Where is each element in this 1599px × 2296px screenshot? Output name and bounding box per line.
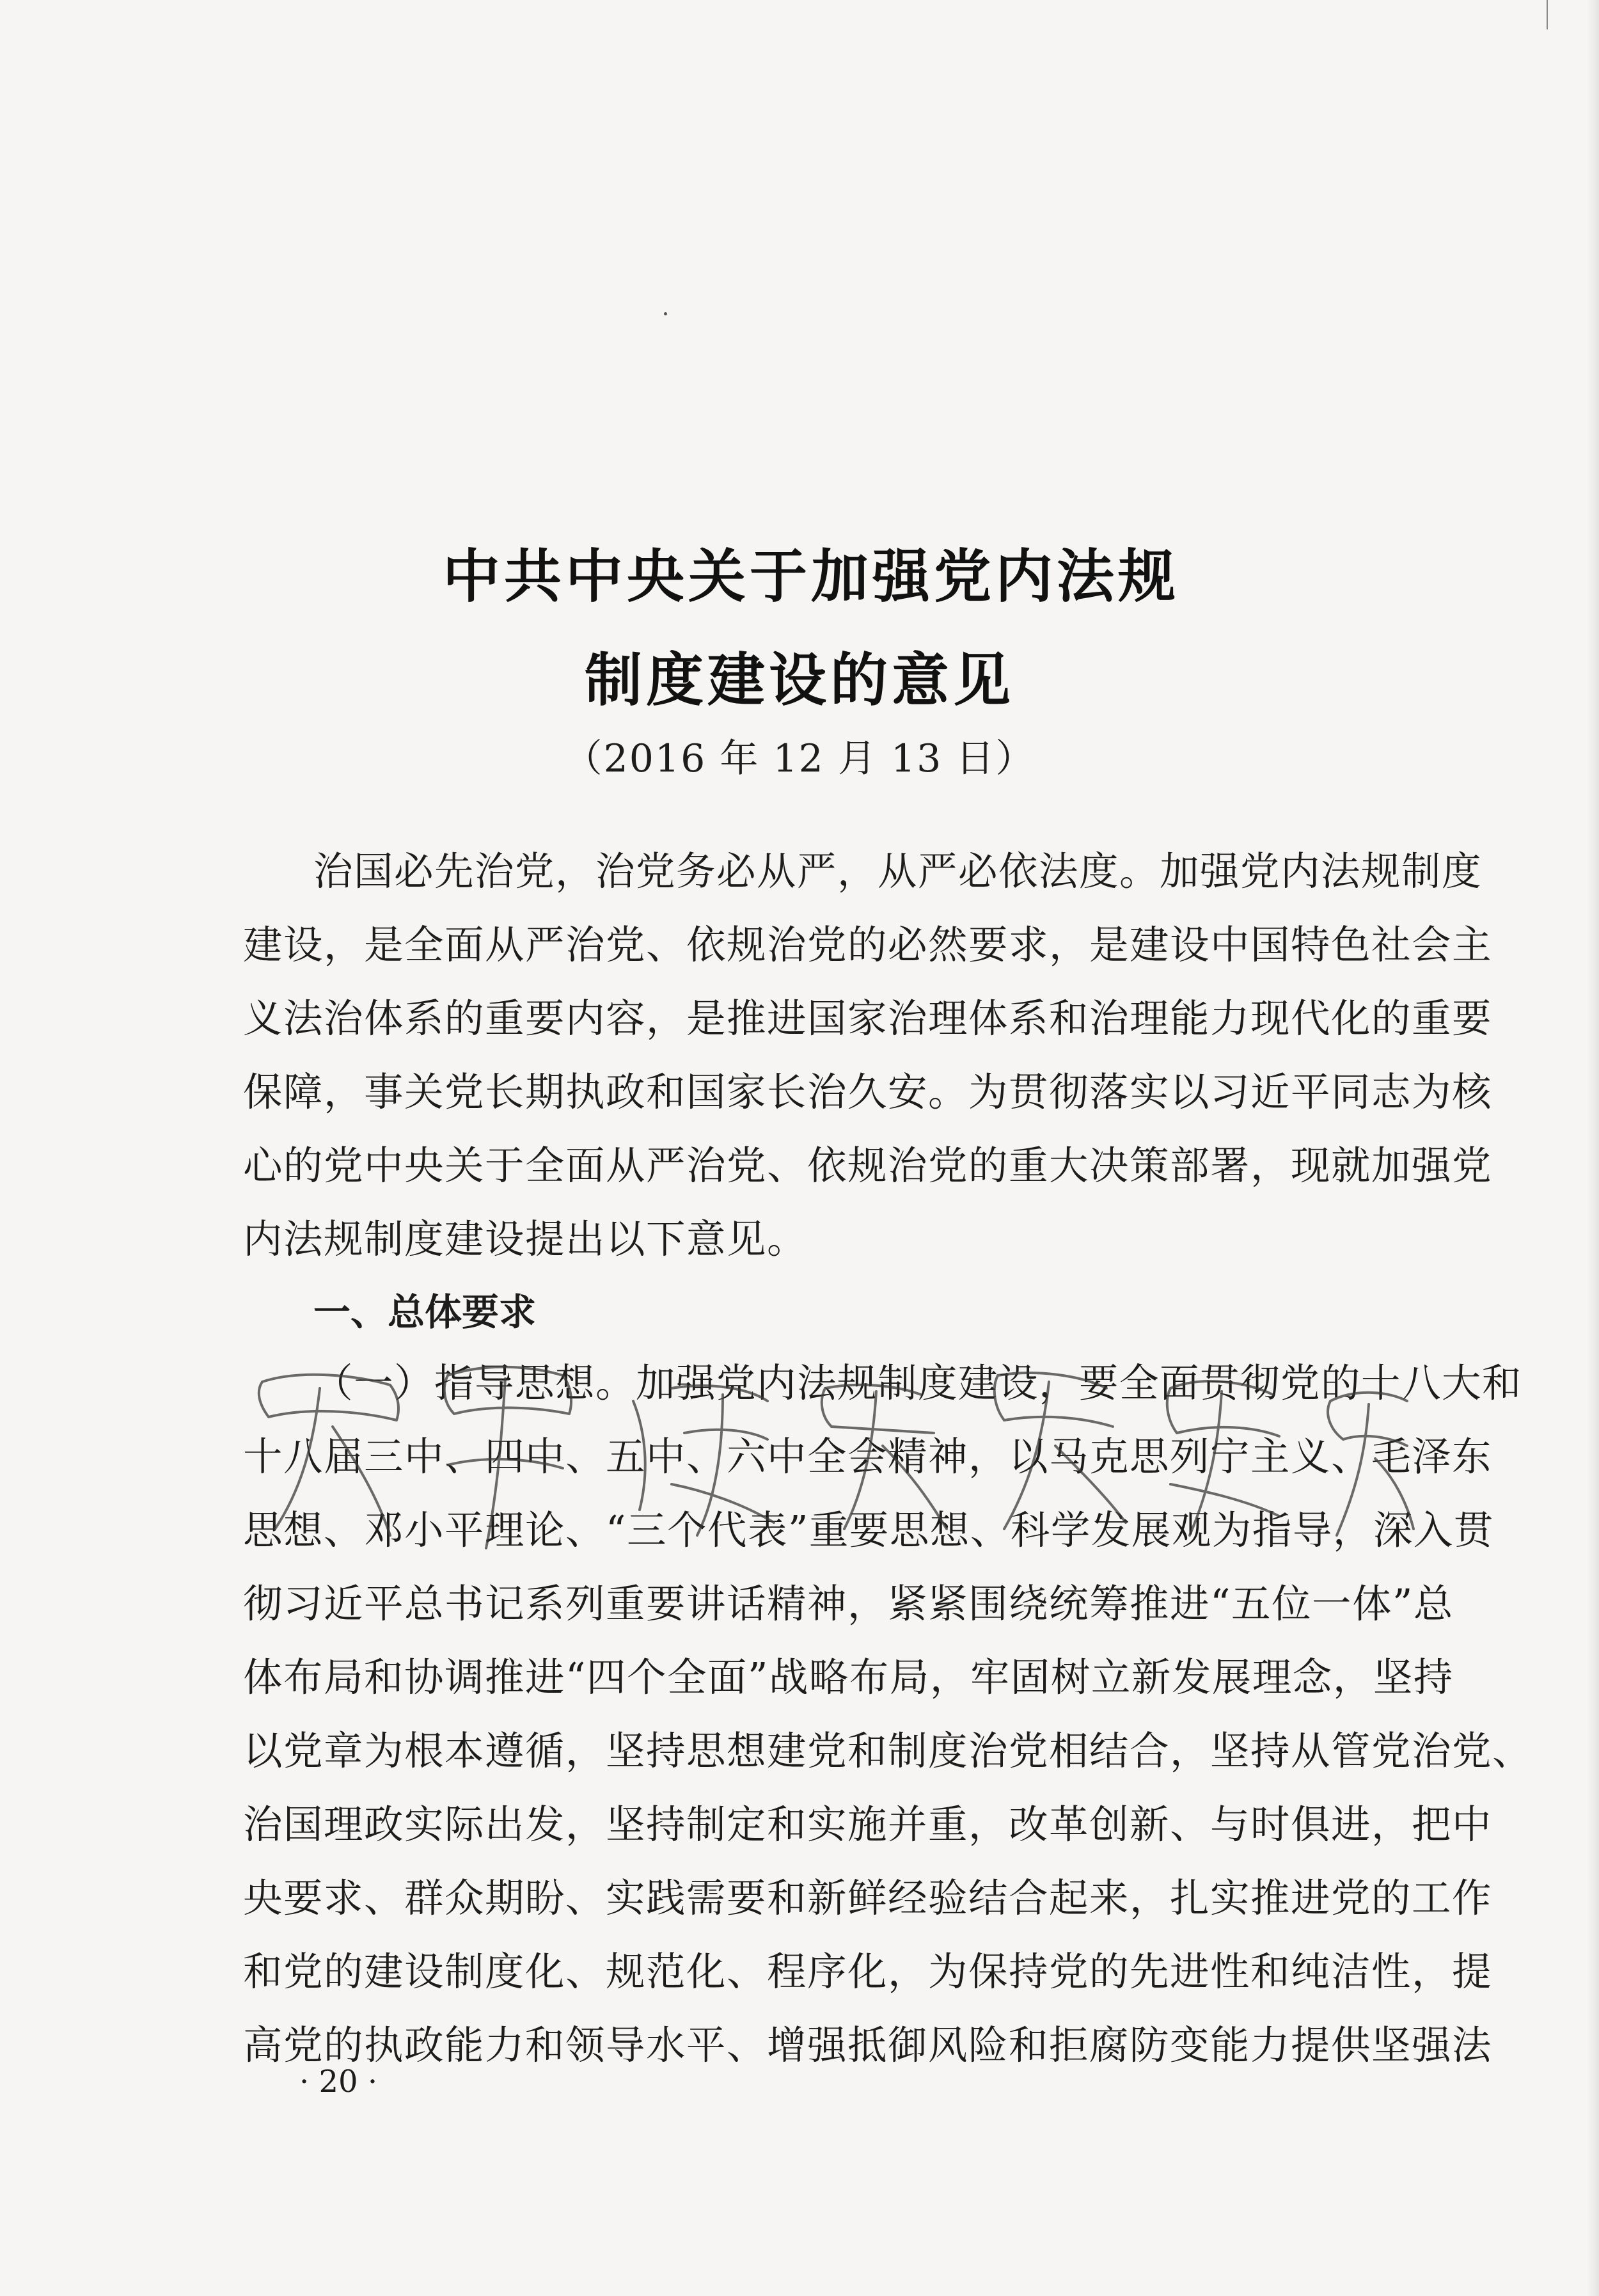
paragraph1-line: 义法治体系的重要内容，是推进国家治理体系和治理能力现代化的重要 (243, 995, 1493, 1041)
paragraph1-line: 心的党中央关于全面从严治党、依规治党的重大决策部署，现就加强党 (243, 1143, 1493, 1189)
paragraph2-line: （一）指导思想。加强党内法规制度建设，要全面贯彻党的十八大和 (313, 1360, 1523, 1406)
paragraph2-line: 思想、邓小平理论、“三个代表”重要思想、科学发展观为指导，深入贯 (243, 1507, 1494, 1553)
paragraph2-line: 治国理政实际出发，坚持制定和实施并重，改革创新、与时俱进，把中 (243, 1801, 1493, 1848)
scan-edge-mark (1547, 0, 1548, 29)
document-title-line-1: 中共中央关于加强党内法规 (443, 543, 1179, 610)
page-number: · 20 · (299, 2064, 378, 2100)
paragraph1-line: 建设，是全面从严治党、依规治党的必然要求，是建设中国特色社会主 (243, 922, 1493, 968)
page-edge-shadow (1587, 0, 1599, 2296)
paragraph2-line: 十八届三中、四中、五中、六中全会精神，以马克思列宁主义、毛泽东 (243, 1434, 1493, 1480)
paragraph2-line: 以党章为根本遵循，坚持思想建党和制度治党相结合，坚持从管党治党、 (243, 1728, 1533, 1774)
section-heading: 一、总体要求 (313, 1290, 537, 1334)
scan-speck (664, 312, 667, 315)
document-title-line-2: 制度建设的意见 (585, 647, 1014, 714)
paragraph1-line: 保障，事关党长期执政和国家长治久安。为贯彻落实以习近平同志为核 (243, 1069, 1493, 1115)
paragraph2-line: 和党的建设制度化、规范化、程序化，为保持党的先进性和纯洁性，提 (243, 1949, 1493, 1995)
paragraph1-line: 内法规制度建设提出以下意见。 (243, 1216, 808, 1262)
paragraph2-line: 高党的执政能力和领导水平、增强抵御风险和拒腐防变能力提供坚强法 (243, 2022, 1493, 2068)
paragraph2-line: 央要求、群众期盼、实践需要和新鲜经验结合起来，扎实推进党的工作 (243, 1875, 1493, 1921)
paragraph1-line: 治国必先治党，治党务必从严，从严必依法度。加强党内法规制度 (313, 848, 1483, 894)
paragraph2-line: 体布局和协调推进“四个全面”战略布局，牢固树立新发展理念，坚持 (243, 1654, 1454, 1700)
paragraph2-line: 彻习近平总书记系列重要讲话精神，紧紧围绕统筹推进“五位一体”总 (243, 1581, 1454, 1627)
document-date: （2016 年 12 月 13 日） (563, 736, 1036, 781)
